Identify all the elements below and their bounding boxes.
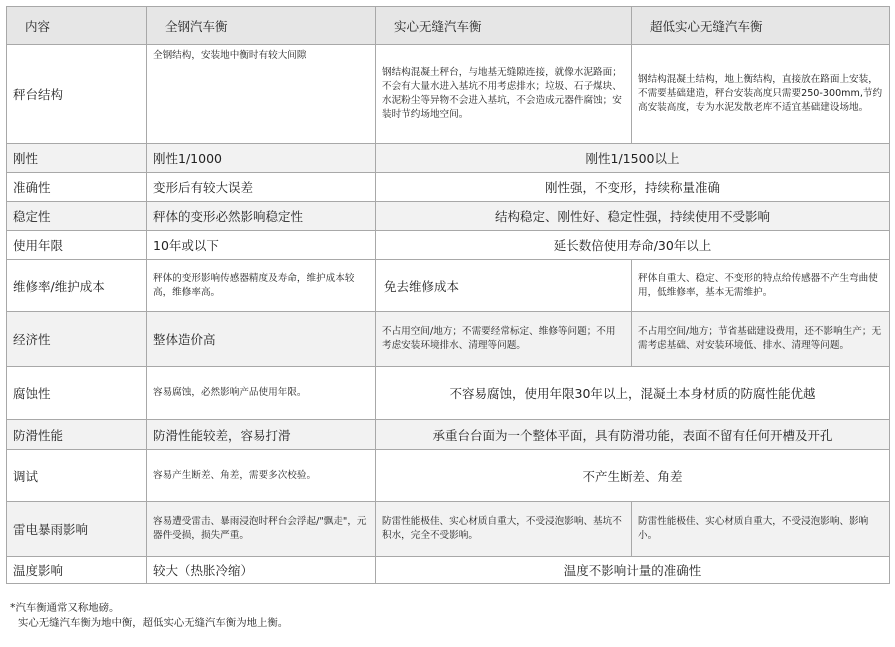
row-label: 稳定性 xyxy=(7,202,147,231)
table-cell: 秤体的变形影响传感器精度及寿命，维护成本较高，维修率高。 xyxy=(147,260,376,312)
footnote-line-2: 实心无缝汽车衡为地中衡，超低实心无缝汽车衡为地上衡。 xyxy=(18,617,289,629)
footnote-asterisk: * xyxy=(10,601,16,614)
row-label: 维修率/维护成本 xyxy=(7,260,147,312)
table-cell: 刚性强，不变形，持续称量准确 xyxy=(376,173,890,202)
table-cell: 温度不影响计量的准确性 xyxy=(376,557,890,584)
table-cell: 钢结构混凝土结构，地上衡结构，直接放在路面上安装，不需要基础建造，秤台安装高度只需要250-300mm,节约高安装高度，专为水泥发散老库不适宜基础建设场地。 xyxy=(632,45,890,144)
table-cell: 延长数倍使用寿命/30年以上 xyxy=(376,231,890,260)
table-cell: 承重台台面为一个整体平面，具有防滑功能，表面不留有任何开槽及开孔 xyxy=(376,420,890,450)
table-cell: 10年或以下 xyxy=(147,231,376,260)
table-cell: 容易产生断差、角差，需要多次校验。 xyxy=(147,450,376,502)
table-cell: 容易遭受雷击、暴雨浸泡时秤台会浮起/"飘走"，元器件受损，损失严重。 xyxy=(147,502,376,557)
row-label: 准确性 xyxy=(7,173,147,202)
table-cell: 秤体的变形必然影响稳定性 xyxy=(147,202,376,231)
table-row xyxy=(7,367,890,420)
table-cell: 容易腐蚀，必然影响产品使用年限。 xyxy=(147,367,376,420)
table-row xyxy=(7,502,890,557)
row-label: 刚性 xyxy=(7,144,147,173)
table-cell: 防滑性能较差，容易打滑 xyxy=(147,420,376,450)
table-cell: 刚性1/1500以上 xyxy=(376,144,890,173)
table-cell: 钢结构混凝土秤台，与地基无缝隙连接，就像水泥路面；不会有大量水进入基坑不用考虑排水；垃圾、石子煤块、水泥粉尘等异物不会进入基坑，不会造成元器件腐蚀；安装时节约场地空间。 xyxy=(376,45,632,144)
row-label: 经济性 xyxy=(7,312,147,367)
table-row xyxy=(7,450,890,502)
header-solid-seamless-scale: 实心无缝汽车衡 xyxy=(376,7,632,45)
table-cell: 较大（热胀冷缩） xyxy=(147,557,376,584)
row-label: 秤台结构 xyxy=(7,45,147,144)
header-ultra-low-solid-seamless-scale: 超低实心无缝汽车衡 xyxy=(632,7,890,45)
table-cell: 整体造价高 xyxy=(147,312,376,367)
table-row xyxy=(7,557,890,584)
table-cell: 变形后有较大误差 xyxy=(147,173,376,202)
row-label: 调试 xyxy=(7,450,147,502)
table-cell: 免去维修成本 xyxy=(376,260,632,312)
table-row xyxy=(7,231,890,260)
table-cell: 刚性1/1000 xyxy=(147,144,376,173)
table-row xyxy=(7,260,890,312)
comparison-table xyxy=(6,6,890,584)
table-row xyxy=(7,420,890,450)
table-cell: 不容易腐蚀，使用年限30年以上，混凝土本身材质的防腐性能优越 xyxy=(376,367,890,420)
table-row xyxy=(7,173,890,202)
table-cell: 不占用空间/地方；不需要经常标定、维修等问题；不用考虑安装环境排水、清理等问题。 xyxy=(376,312,632,367)
footnote xyxy=(10,600,288,631)
header-content: 内容 xyxy=(7,7,147,45)
row-label: 雷电暴雨影响 xyxy=(7,502,147,557)
table-row xyxy=(7,45,890,144)
table-cell: 不产生断差、角差 xyxy=(376,450,890,502)
row-label: 腐蚀性 xyxy=(7,367,147,420)
table-row xyxy=(7,144,890,173)
table-cell: 结构稳定、刚性好、稳定性强，持续使用不受影响 xyxy=(376,202,890,231)
table-cell: 防雷性能极佳、实心材质自重大，不受浸泡影响、基坑不积水，完全不受影响。 xyxy=(376,502,632,557)
table-cell: 秤体自重大、稳定、不变形的特点给传感器不产生弯曲使用，低维修率，基本无需维护。 xyxy=(632,260,890,312)
row-label: 使用年限 xyxy=(7,231,147,260)
table-row xyxy=(7,202,890,231)
header-steel-scale: 全钢汽车衡 xyxy=(147,7,376,45)
row-label: 温度影响 xyxy=(7,557,147,584)
table-header-row xyxy=(7,7,890,45)
table-cell: 防雷性能极佳、实心材质自重大，不受浸泡影响、影响小。 xyxy=(632,502,890,557)
table-row xyxy=(7,312,890,367)
table-cell: 全钢结构，安装地中衡时有较大间隙 xyxy=(147,45,376,144)
footnote-line-1: 汽车衡通常又称地磅。 xyxy=(15,602,120,614)
row-label: 防滑性能 xyxy=(7,420,147,450)
table-cell: 不占用空间/地方；节省基础建设费用，还不影响生产；无需考虑基础、对安装环境低、排水、清理等问题。 xyxy=(632,312,890,367)
